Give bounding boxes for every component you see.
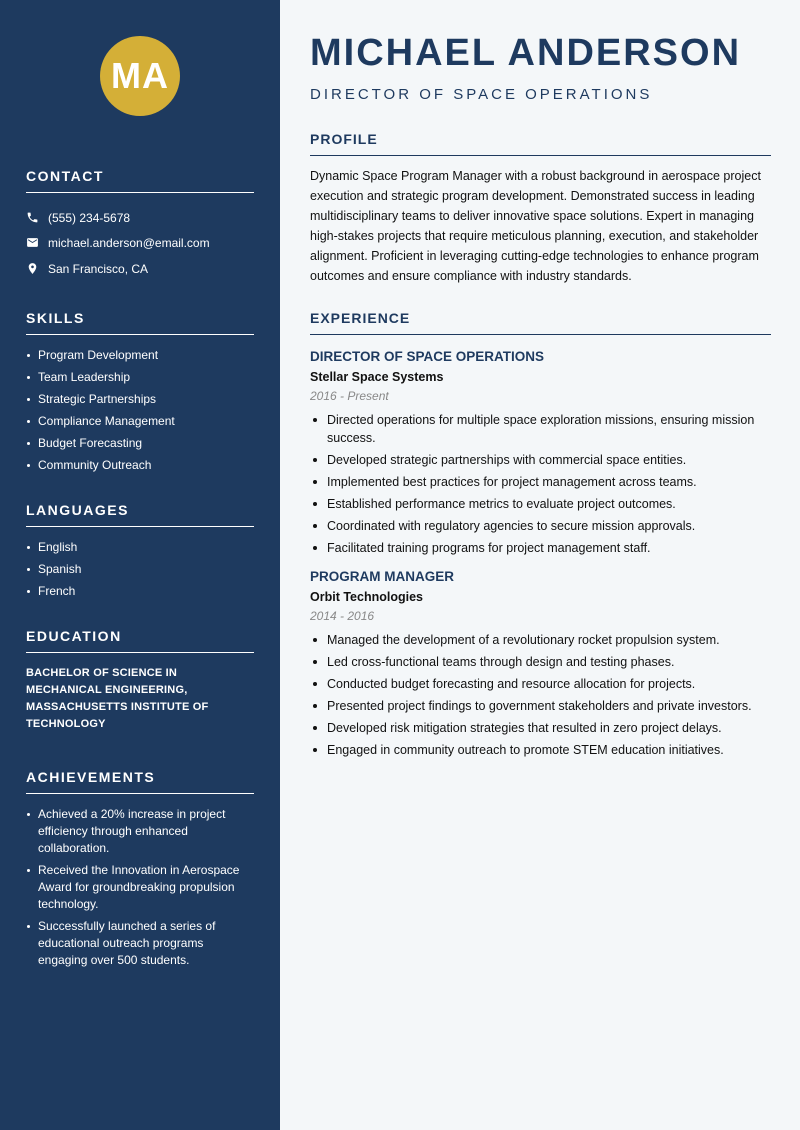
job-bullet: Conducted budget forecasting and resource allocation for projects. [310, 675, 771, 693]
skills-title: SKILLS [26, 310, 254, 335]
candidate-role: DIRECTOR OF SPACE OPERATIONS [310, 86, 653, 103]
job-bullet: Engaged in community outreach to promote STEM education initiatives. [310, 741, 771, 759]
skill-item: Community Outreach [26, 457, 254, 474]
avatar [100, 36, 180, 116]
achievements-section [26, 769, 254, 969]
job-bullet: Developed risk mitigation strategies that resulted in zero project delays. [310, 719, 771, 737]
avatar-initials: MA [111, 55, 169, 96]
job-bullet: Developed strategic partnerships with commercial space entities. [310, 451, 771, 469]
education-degree: BACHELOR OF SCIENCE IN MECHANICAL ENGINEERING, MASSACHUSETTS INSTITUTE OF TECHNOLOGY [26, 666, 209, 730]
skill-item: Program Development [26, 347, 254, 364]
job-bullet: Directed operations for multiple space exploration missions, ensuring mission success. [310, 411, 771, 447]
contact-location [26, 256, 254, 282]
languages-title: LANGUAGES [26, 502, 254, 527]
achievement-item: Achieved a 20% increase in project efficiency through enhanced collaboration. [26, 806, 254, 857]
skills-list [26, 347, 254, 474]
email-icon [26, 236, 40, 250]
job-title: DIRECTOR OF SPACE OPERATIONS [310, 349, 545, 364]
profile-title: PROFILE [310, 131, 771, 156]
education-section [26, 628, 254, 733]
job-entry [310, 349, 771, 557]
main-content [280, 0, 800, 1130]
contact-location-text: San Francisco, CA [48, 261, 149, 276]
achievement-item: Successfully launched a series of educational outreach programs engaging over 500 students. [26, 918, 254, 969]
contact-email-text[interactable]: michael.anderson@email.com [48, 236, 210, 251]
job-entry [310, 569, 771, 759]
job-bullet: Coordinated with regulatory agencies to secure mission approvals. [310, 517, 771, 535]
phone-icon [26, 211, 40, 225]
education-title: EDUCATION [26, 628, 254, 653]
achievements-title: ACHIEVEMENTS [26, 769, 254, 794]
experience-title: EXPERIENCE [310, 310, 771, 335]
job-bullet: Managed the development of a revolutionary rocket propulsion system. [310, 631, 771, 649]
location-pin-icon [26, 262, 40, 276]
job-title: PROGRAM MANAGER [310, 569, 454, 584]
profile-section [310, 131, 771, 286]
job-bullet: Facilitated training programs for project management staff. [310, 539, 771, 557]
job-bullets [310, 631, 771, 759]
achievement-item: Received the Innovation in Aerospace Award for groundbreaking propulsion technology. [26, 862, 254, 913]
skill-item: Budget Forecasting [26, 435, 254, 452]
language-item: English [26, 539, 254, 556]
skill-item: Compliance Management [26, 413, 254, 430]
contact-phone-text: (555) 234-5678 [48, 210, 131, 225]
contact-title: CONTACT [26, 168, 254, 193]
job-bullet: Led cross-functional teams through design and testing phases. [310, 653, 771, 671]
contact-email [26, 231, 254, 257]
job-bullet: Established performance metrics to evaluate project outcomes. [310, 495, 771, 513]
job-bullet: Implemented best practices for project management across teams. [310, 473, 771, 491]
job-dates: 2016 - Present [310, 389, 389, 403]
job-company: Orbit Technologies [310, 590, 423, 604]
job-company: Stellar Space Systems [310, 370, 444, 384]
skill-item: Strategic Partnerships [26, 391, 254, 408]
language-item: French [26, 583, 254, 600]
skill-item: Team Leadership [26, 369, 254, 386]
language-item: Spanish [26, 561, 254, 578]
contact-phone [26, 205, 254, 231]
candidate-name: MICHAEL ANDERSON [310, 32, 742, 74]
experience-section [310, 310, 771, 759]
contact-section [26, 168, 254, 282]
profile-text: Dynamic Space Program Manager with a robust background in aerospace project execution and strategic program development. Demonstrated success in leading multidisciplinary teams to deliver innovative space solutions. Expert in managing high-stakes projects that require meticulous planning, execution, and stakeholder alignment. Proficient in leveraging cutting-edge technologies to enhance program outcomes and ensure compliance with industry standards. [310, 169, 761, 283]
job-bullet: Presented project findings to government stakeholders and private investors. [310, 697, 771, 715]
job-dates: 2014 - 2016 [310, 609, 375, 623]
skills-section [26, 310, 254, 474]
achievements-list [26, 806, 254, 969]
job-bullets [310, 411, 771, 557]
sidebar [0, 0, 280, 1130]
languages-section [26, 502, 254, 600]
languages-list [26, 539, 254, 600]
